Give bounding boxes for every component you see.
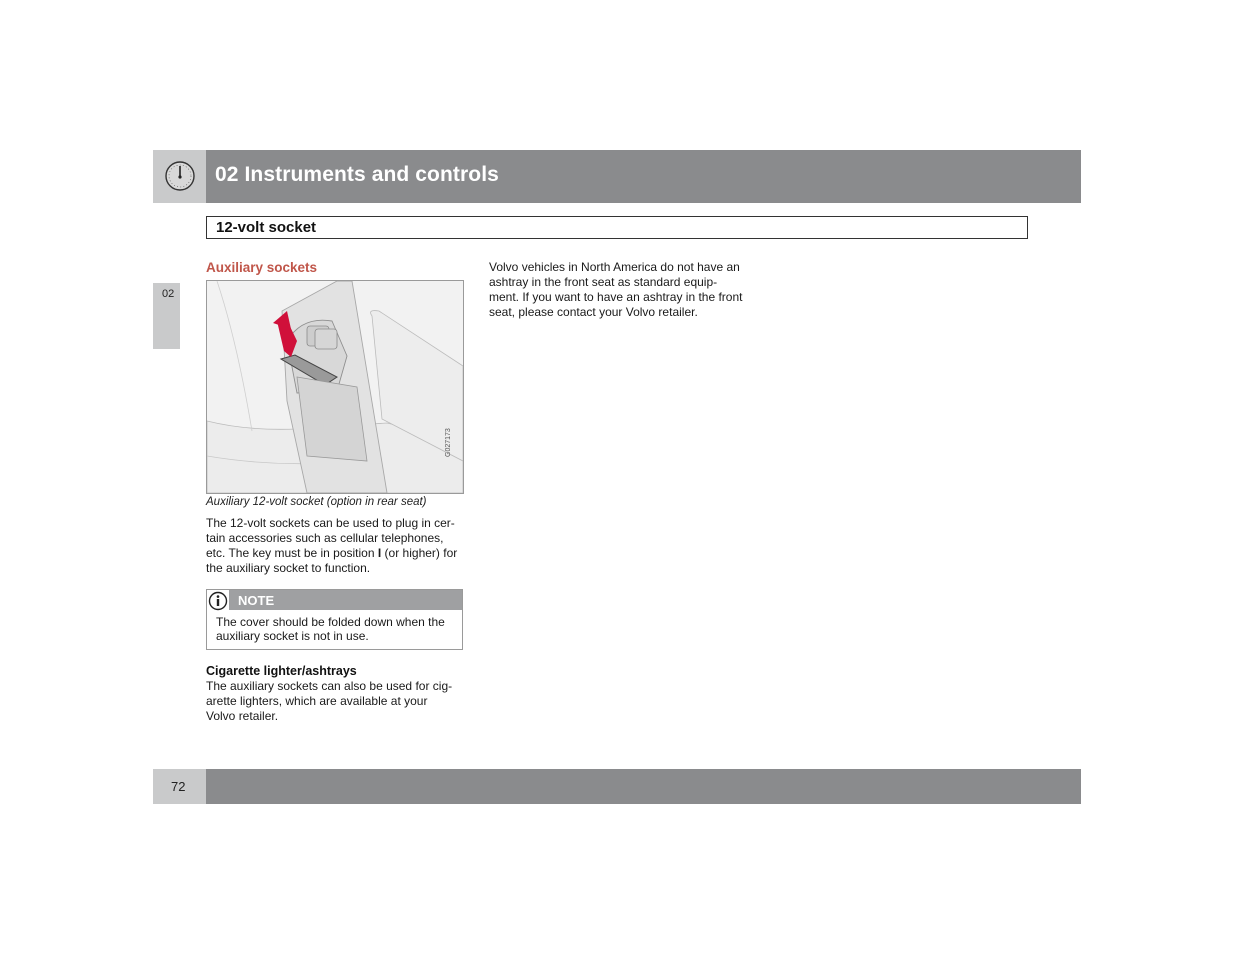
chapter-icon-box (153, 150, 206, 203)
text-line: Volvo vehicles in North America do not have an (489, 260, 740, 274)
text-line: etc. The key must be in position (206, 546, 378, 560)
chapter-title: 02 Instruments and controls (215, 163, 499, 186)
page-number-box (153, 769, 206, 804)
text-line: The auxiliary sockets can also be used for cig- (206, 679, 453, 693)
gauge-icon (164, 160, 196, 192)
info-icon (208, 591, 228, 611)
cigarette-lighter-paragraph (206, 679, 468, 724)
text-line: The 12-volt sockets can be used to plug in cer- (206, 516, 455, 530)
sockets-paragraph (206, 516, 468, 576)
text-line: seat, please contact your Volvo retailer. (489, 305, 698, 319)
figure-caption: Auxiliary 12-volt socket (option in rear seat) (206, 496, 427, 508)
chapter-tab-label: 02 (162, 288, 175, 300)
page-number: 72 (171, 779, 186, 794)
ashtray-paragraph (489, 260, 754, 320)
rear-console-drawing (207, 281, 463, 493)
section-title-box (206, 216, 1028, 239)
figure-code: G027173 (445, 428, 452, 457)
auxiliary-sockets-heading: Auxiliary sockets (206, 260, 318, 275)
footer-bar (153, 769, 1081, 804)
note-text (216, 615, 461, 643)
socket-illustration (206, 280, 464, 494)
text-line: arette lighters, which are available at your (206, 694, 428, 708)
key-position: I (377, 546, 382, 560)
note-header (229, 590, 462, 610)
cigarette-lighter-heading: Cigarette lighter/ashtrays (206, 664, 357, 678)
note-label: NOTE (238, 593, 275, 608)
text-line: tain accessories such as cellular telephones, (206, 531, 444, 545)
text-line: ment. If you want to have an ashtray in the front (489, 290, 743, 304)
note-box (206, 589, 463, 650)
chapter-side-tab (153, 283, 180, 349)
text-line: ashtray in the front seat as standard equip- (489, 275, 718, 289)
text-line: the auxiliary socket to function. (206, 561, 371, 575)
text-line: The cover should be folded down when the (216, 615, 445, 629)
section-title: 12-volt socket (216, 219, 317, 236)
text-line: (or higher) for (381, 546, 458, 560)
text-line: auxiliary socket is not in use. (216, 629, 369, 643)
text-line: Volvo retailer. (206, 709, 279, 723)
